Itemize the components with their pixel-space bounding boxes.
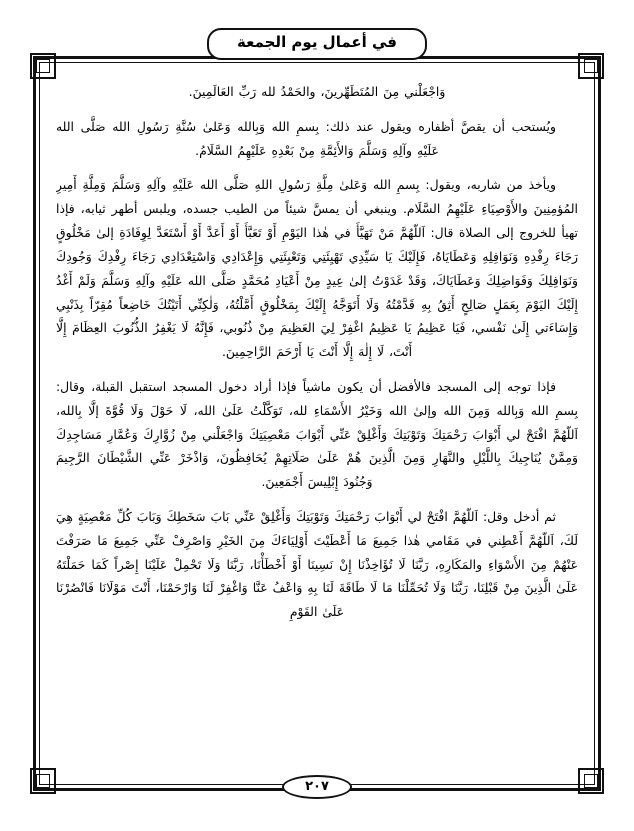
paragraph: ويأخذ من شاربه، ويقول: بِسمِ الله وَعَلىٰ مِلَّةِ رَسُولِ اللهِ صَلَّى الله عَلَيْهِ وآلِهِ وَسَلَّمَ وَمِلَّةِ أَمِيرِ المُؤمِنِينَ والأَوْصِيَاءِ عَلَيْهِمُ السَّلَام. وينبغي أن يمسَّ شيئاً من الطيب جسده، ويلبس أطهر ثيابه، فإذا تهيأ للخروج إلى الصلاة قال: اَللّهُمَّ مَنْ تَهَيَّأَ في هٰذا اليَوْمِ أَوْ تَعَبَّأَ أَوْ أَعَدَّ أَوْ أَسْتَعَدَّ لِوِفَادَةِ إلىٰ مَخْلُوقٍ رَجَاءَ رِفْدِهِ وَنَوَافِلِهِ وَعَطَايَاهُ، فَإِلَيْكَ يَا سَيِّدِي تَهْيِئَتِي وَتَعْبِئَتِي وَإِعْدَادِي وَاسْتِعْدَادِي رَجَاءَ رِفْدِكَ وَجُودِكَ وَنَوَافِلِكَ وَفَوَاضِلِكَ وَعَطَايَاكَ، وَقَدْ غَدَوْتُ إلىٰ عِيدٍ مِنْ أَعْيَادِ مُحَمَّدٍ صَلَّى الله عَلَيْهِ وآلِهِ وَسَلَّمَ وَلَمْ أَغْدُ إِلَيْكَ اليَوْمَ بِعَمَلٍ صَالِحٍ أَثِقُ بِهِ قَدَّمْتُهُ وَلَا أَتَوَجَّهُ إِلَيْكَ بِمَخْلُوقٍ أَمَّلْتُهُ، وَلٰكِنِّي أَتَيْتُكَ خَاضِعاً مُقِرّاً بِذَنْبِي وَإِسَاءَتي إِلَىٰ نَفْسي، فَيَا عَظِيمُ يَا عَظِيمُ اغْفِرْ لِيَ العَظِيمَ مِنْ ذُنُوبي، فَإِنَّهُ لَا يَغْفِرُ الذُّنُوبَ العِظَامَ إِلَّا أَنْتَ، لَا إِلٰهَ إِلَّا أَنْتَ يَا أَرْحَمَ الرَّاحِمِينَ. bbox=[56, 177, 578, 360]
paragraph: ثم أدخل وقل: اَللّهُمَّ افْتَحْ لي أَبْوَابَ رَحْمَتِكَ وَتَوْبَتِكَ وَأَغْلِقْ عَنِّي بَابَ سَخَطِكَ وَبَابَ كُلِّ مَعْصِيَةٍ هِيَ لَكَ، اَللّهُمَّ أَعْطِني في مَقَامي هٰذا جَمِيعَ مَا أَعْطَيْتَ أَوْلِيَاءَكَ مِنَ الخَيْرِ وَاصْرِفْ عَنِّي جَمِيعَ مَا صَرَفْتَ عَنْهُمْ مِنَ الأَسْوَاءِ والمَكَارِهِ، رَبَّنَا لَا تُؤَاخِذْنَا إِنْ نَسِينَا أَوْ أَخْطَأْنَا، رَبَّنَا وَلَا تَحْمِلْ عَلَيْنَا إِصْراً كَمَا حَمَلْتَهُ عَلَىٰ الَّذِينَ مِنْ قَبْلِنَا، رَبَّنَا وَلَا تُحَمِّلْنَا مَا لَا طَاقَةَ لَنَا بِهِ وَاعْفُ عَنَّا وَاغْفِرْ لَنَا وَارْحَمْنَا، أَنْتَ مَوْلَانَا فَانْصُرْنَا عَلَىٰ القَوْمِ bbox=[56, 509, 578, 620]
paragraph: فإذا توجه إلى المسجد فالأفضل أن يكون ماشياً فإذا أراد دخول المسجد استقبل القبلة، وقال: بِسمِ الله وَبِالله وَمِنَ الله وإلىٰ الله وَخَيْرُ الأَسْمَاءِ لله، تَوَكَّلْتُ عَلَىٰ الله، لَا حَوْلَ وَلَا قُوَّةَ إلَّا بِالله، اَللّهُمَّ افْتَحْ لي أَبْوَابَ رَحْمَتِكَ وَتَوْبَتِكَ وَأَغْلِقْ عَنِّي أَبْوَابَ مَعْصِيَتِكَ وَاجْعَلْني مِنْ زُوَّارِكَ وَعُمَّارِ مَسَاجِدِكَ وَمِمَّنْ يُنَاجِيكَ بِاللَّيْلِ والنَّهَارِ وَمِنَ الَّذِينَ هُمْ عَلَىٰ صَلَاتِهِمْ يُحَافِظُونَ، وَاذْخَرْ عَنِّي الشَّيْطَانَ الرَّجِيمَ وَجُنُودَ إِبْلِيسَ أَجْمَعِينَ. bbox=[56, 378, 578, 490]
page-number: ٢٠٧ bbox=[282, 775, 352, 799]
paragraph: ويُستحب أن يقصَّ أظفاره ويقول عند ذلك: بِسمِ الله وَبِالله وَعَلىٰ سُنَّةِ رَسُولِ الله صَلَّى الله عَلَيْهِ وآلِهِ وَسَلَّمَ وَالأَئِمَّةِ مِنْ بَعْدِهِ عَلَيْهِمُ السَّلَامُ. bbox=[56, 118, 556, 158]
header-cartouche bbox=[0, 28, 634, 60]
paragraph: وَاجْعَلْني مِنَ المُتَطَهِّرينَ، والحَمْدُ لله رَبِّ العَالَمِينَ. bbox=[188, 84, 446, 99]
page-number-medallion bbox=[0, 775, 634, 799]
page-title: في أعمال يوم الجمعة bbox=[207, 28, 427, 60]
body-text bbox=[56, 80, 578, 763]
